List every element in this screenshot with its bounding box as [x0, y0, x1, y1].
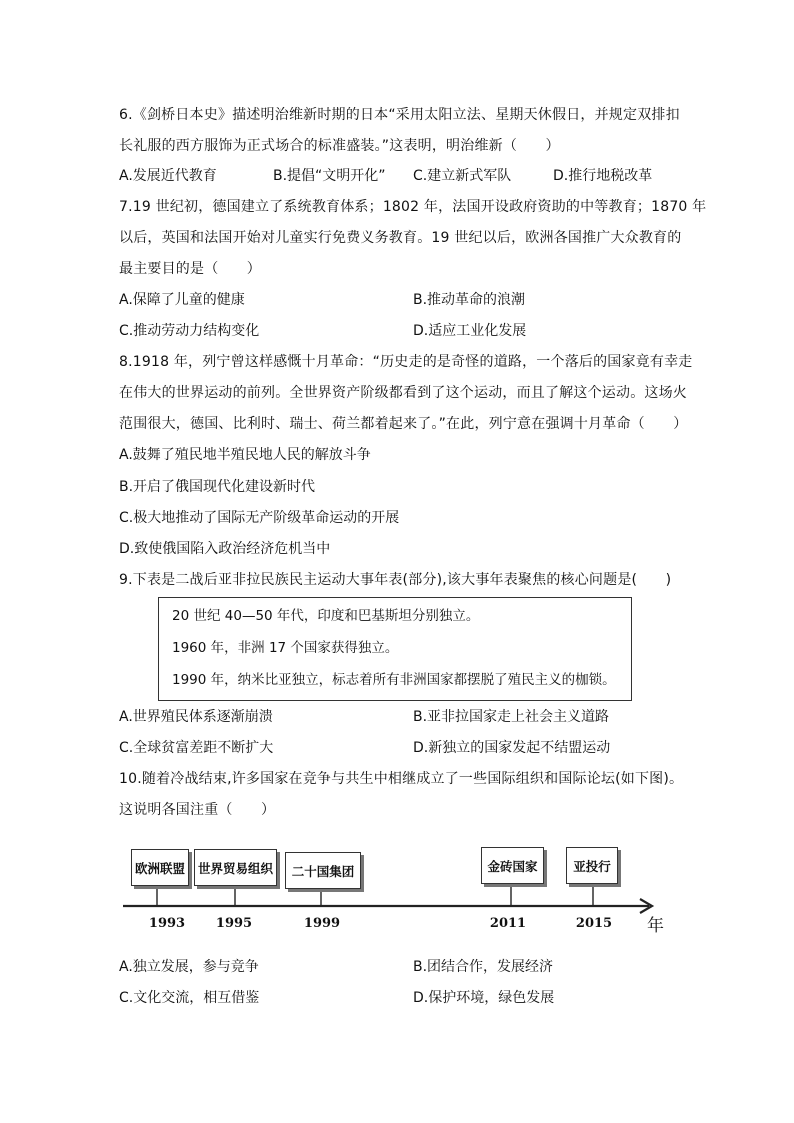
q10-option-a: A.独立发展，参与竞争	[119, 959, 259, 975]
timeline-year: 1993	[148, 916, 186, 931]
q10-option-b: B.团结合作，发展经济	[413, 959, 554, 975]
q8-option-a: A.鼓舞了殖民地半殖民地人民的解放斗争	[119, 447, 371, 463]
q9-option-a: A.世界殖民体系逐渐崩溃	[119, 709, 273, 725]
q6-option-a: A.发展近代教育	[119, 168, 217, 184]
q7-stem-line2: 以后，英国和法国开始对儿童实行免费义务教育。19 世纪以后，欧洲各国推广大众教育的	[119, 230, 682, 246]
q10-stem-line2: 这说明各国注重（ ）	[119, 802, 276, 818]
timeline-event-brics: 金砖国家	[481, 847, 544, 884]
q8-option-d: D.致使俄国陷入政治经济危机当中	[119, 541, 331, 557]
q8-stem-line1: 8.1918 年，列宁曾这样感慨十月革命：“历史走的是奇怪的道路，一个落后的国家竟有幸走	[119, 354, 693, 370]
q7-option-a: A.保障了儿童的健康	[119, 292, 245, 308]
q7-option-c: C.推动劳动力结构变化	[119, 323, 260, 339]
timeline-year: 1995	[215, 916, 253, 931]
q9-option-d: D.新独立的国家发起不结盟运动	[413, 740, 611, 756]
q7-option-d: D.适应工业化发展	[413, 323, 527, 339]
q6-option-d: D.推行地税改革	[553, 168, 653, 184]
q6-stem-line2: 长礼服的西方服饰为正式场合的标准盛装。”这表明，明治维新（ ）	[119, 138, 560, 154]
timeline-year: 2015	[575, 916, 613, 931]
q10-option-d: D.保护环境，绿色发展	[413, 990, 555, 1006]
q8-stem-line2: 在伟大的世界运动的前列。全世界资产阶级都看到了这个运动，而且了解这个运动。这场火	[119, 385, 687, 401]
timeline-event-eu: 欧洲联盟	[131, 849, 189, 886]
q7-option-b: B.推动革命的浪潮	[413, 292, 526, 308]
q9-table-row: 1960 年，非洲 17 个国家获得独立。	[172, 640, 399, 656]
timeline-event-aiib: 亚投行	[566, 847, 618, 884]
q8-option-c: C.极大地推动了国际无产阶级革命运动的开展	[119, 510, 400, 526]
timeline-unit-label: 年	[647, 916, 664, 936]
q8-stem-line3: 范围很大，德国、比利时、瑞士、荷兰都着起来了。”在此，列宁意在强调十月革命（ ）	[119, 416, 688, 432]
q10-stem-line1: 10.随着冷战结束,许多国家在竞争与共生中相继成立了一些国际组织和国际论坛(如下图)。	[119, 771, 684, 787]
q7-stem-line1: 7.19 世纪初，德国建立了系统教育体系；1802 年，法国开设政府资助的中等教育；1870 年	[119, 199, 707, 215]
q10-option-c: C.文化交流，相互借鉴	[119, 990, 260, 1006]
q6-option-c: C.建立新式军队	[413, 168, 512, 184]
q6-stem-line1: 6.《剑桥日本史》描述明治维新时期的日本“采用太阳立法、星期天休假日，并规定双排扣	[119, 107, 680, 123]
q7-stem-line3: 最主要目的是（ ）	[119, 261, 261, 277]
q9-table-row: 1990 年，纳米比亚独立，标志着所有非洲国家都摆脱了殖民主义的枷锁。	[172, 672, 616, 688]
timeline-event-g20: 二十国集团	[285, 852, 361, 889]
timeline-year: 2011	[489, 916, 527, 931]
q9-option-c: C.全球贫富差距不断扩大	[119, 740, 274, 756]
q10-timeline-figure	[119, 840, 664, 940]
q6-option-b: B.提倡“文明开化”	[273, 168, 386, 184]
q9-stem-line1: 9.下表是二战后亚非拉民族民主运动大事年表(部分),该大事年表聚焦的核心问题是( )	[119, 572, 672, 588]
q9-table-row: 20 世纪 40—50 年代，印度和巴基斯坦分别独立。	[172, 608, 480, 624]
q9-option-b: B.亚非拉国家走上社会主义道路	[413, 709, 610, 725]
q8-option-b: B.开启了俄国现代化建设新时代	[119, 479, 316, 495]
timeline-year: 1999	[303, 916, 341, 931]
timeline-event-wto: 世界贸易组织	[194, 849, 277, 886]
q9-event-table	[158, 597, 632, 701]
